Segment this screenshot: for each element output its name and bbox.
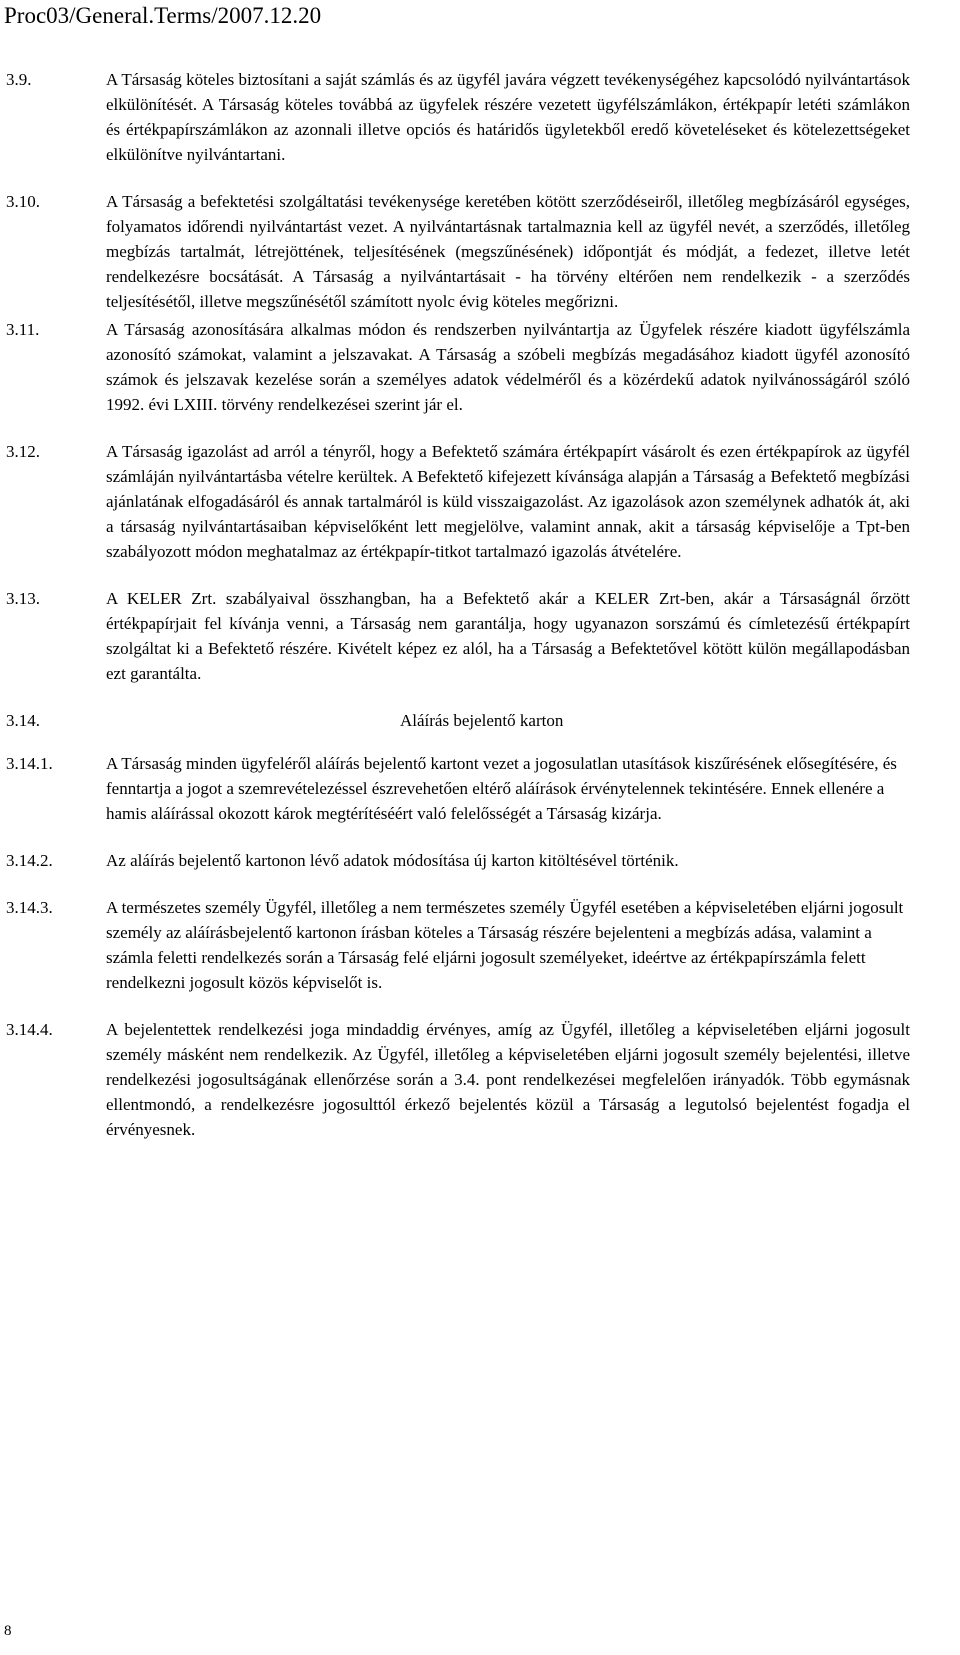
page-number: 8: [4, 1623, 12, 1639]
section-text: A természetes személy Ügyfél, illetőleg a nem természetes személy Ügyfél esetében a képviseletében eljárni jogosult személy az aláírásbejelentő kartonon írásban köteles a Társaság részére bejelenteni a megbízás adása, valamint a számla feletti rendelkezés során a Társaság felé eljárni jogosult személyeket, ideértve az értékpapírszámla felett rendelkezni jogosult közös képviselőt is.: [106, 898, 904, 992]
section-number: 3.14.: [6, 711, 40, 730]
document-header: Proc03/General.Terms/2007.12.20: [4, 3, 322, 28]
document-body: [6, 67, 910, 1142]
section-number: 3.14.2.: [6, 851, 53, 870]
section-3-11: [6, 317, 910, 417]
section-3-14-4: [6, 1017, 910, 1142]
section-text: A Társaság igazolást ad arról a tényről, hogy a Befektető számára értékpapírt vásárolt és ezen értékpapírok az ügyfél számláján nyilvántartásba vételre kerültek. A Befektető kifejezett kívánsága alapján a Társaság a Befektető megbízási ajánlatának elfogadásáról és annak tartalmáról is küld visszaigazolást. Az igazolások azon személynek adhatók át, aki a társaság nyilvántartásaiban képviselőként lett megjelölve, valamint annak, akit a társaság képviselője a Tpt-ben szabályozott módon meghatalmaz az értékpapír-titkot tartalmazó igazolás átvételére.: [106, 442, 910, 561]
section-3-12: [6, 439, 910, 564]
section-number: 3.13.: [6, 589, 40, 608]
section-3-9: [6, 67, 910, 167]
section-text: A Társaság minden ügyfeléről aláírás bejelentő kartont vezet a jogosulatlan utasítások kiszűrésének elősegítésére, és fenntartja a jogot a szemrevételezéssel észrevehetően eltérő aláírások érvénytelennek tekintésére. Ennek ellenére a hamis aláírással okozott károk megtérítéséért való felelősségét a Társaság kizárja.: [106, 754, 897, 823]
section-number: 3.10.: [6, 192, 40, 211]
section-text: A Társaság a befektetési szolgáltatási tevékenysége keretében kötött szerződéseiről, illetőleg megbízásáról egységes, folyamatos időrendi nyilvántartást vezet. A nyilvántartásnak tartalmaznia kell az ügyfél nevét, a szerződés, illetőleg megbízás tartalmát, létrejöttének, teljesítésének (megszűnésének) időpontját és módját, a fedezet, illetve letét rendelkezésre bocsátását. A Társaság a nyilvántartásait - ha törvény eltérően nem rendelkezik - a szerződés teljesítésétől, illetve megszűnésétől számított nyolc évig köteles megőrizni.: [106, 192, 910, 311]
section-3-14-2: [6, 848, 910, 873]
section-number: 3.14.1.: [6, 754, 53, 773]
section-number: 3.12.: [6, 442, 40, 461]
section-3-14-heading: [6, 708, 910, 733]
section-text: A KELER Zrt. szabályaival összhangban, ha a Befektető akár a KELER Zrt-ben, akár a Társaságnál őrzött értékpapírjait fel kívánja venni, a Társaság nem garantálja, hogy ugyanazon sorszámú és címletezésű értékpapírt szolgáltat ki a Befektető részére. Kivételt képez ez alól, ha a Társaság a Befektetővel kötött külön megállapodásban ezt garantálta.: [106, 589, 910, 683]
section-3-13: [6, 586, 910, 686]
section-heading: Aláírás bejelentő karton: [400, 711, 564, 730]
section-number: 3.14.3.: [6, 898, 53, 917]
section-number: 3.9.: [6, 70, 32, 89]
section-text: A Társaság azonosítására alkalmas módon és rendszerben nyilvántartja az Ügyfelek részére kiadott ügyfélszámla azonosító számokat, valamint a jelszavakat. A Társaság a szóbeli megbízás megadásához kiadott ügyfél azonosító számok és jelszavak kezelése során a személyes adatok védelméről és a közérdekű adatok nyilvánosságáról szóló 1992. évi LXIII. törvény rendelkezései szerint jár el.: [106, 320, 910, 414]
section-number: 3.11.: [6, 320, 40, 339]
section-text: Az aláírás bejelentő kartonon lévő adatok módosítása új karton kitöltésével történik.: [106, 851, 679, 870]
section-3-14-1: [6, 751, 910, 826]
section-number: 3.14.4.: [6, 1020, 53, 1039]
section-text: A Társaság köteles biztosítani a saját számlás és az ügyfél javára végzett tevékenységéhez kapcsolódó nyilvántartások elkülönítését. A Társaság köteles továbbá az ügyfelek részére vezetett ügyfélszámlákon, értékpapír letéti számlákon és értékpapírszámlákon az azonnali illetve opciós és határidős ügyletekből eredő követeléseket és kötelezettségeket elkülönítve nyilvántartani.: [106, 70, 910, 164]
section-3-14-3: [6, 895, 910, 995]
section-3-10: [6, 189, 910, 314]
section-text: A bejelentettek rendelkezési joga mindaddig érvényes, amíg az Ügyfél, illetőleg a képviseletében eljárni jogosult személy másként nem rendelkezik. Az Ügyfél, illetőleg a képviseletében eljárni jogosult személy bejelentési, illetve rendelkezési jogosultságának ellenőrzése során a 3.4. pont rendelkezései megfelelően irányadók. Több egymásnak ellentmondó, a rendelkezésre jogosulttól érkező bejelentés közül a Társaság a legutolsó bejelentést fogadja el érvényesnek.: [106, 1020, 910, 1139]
